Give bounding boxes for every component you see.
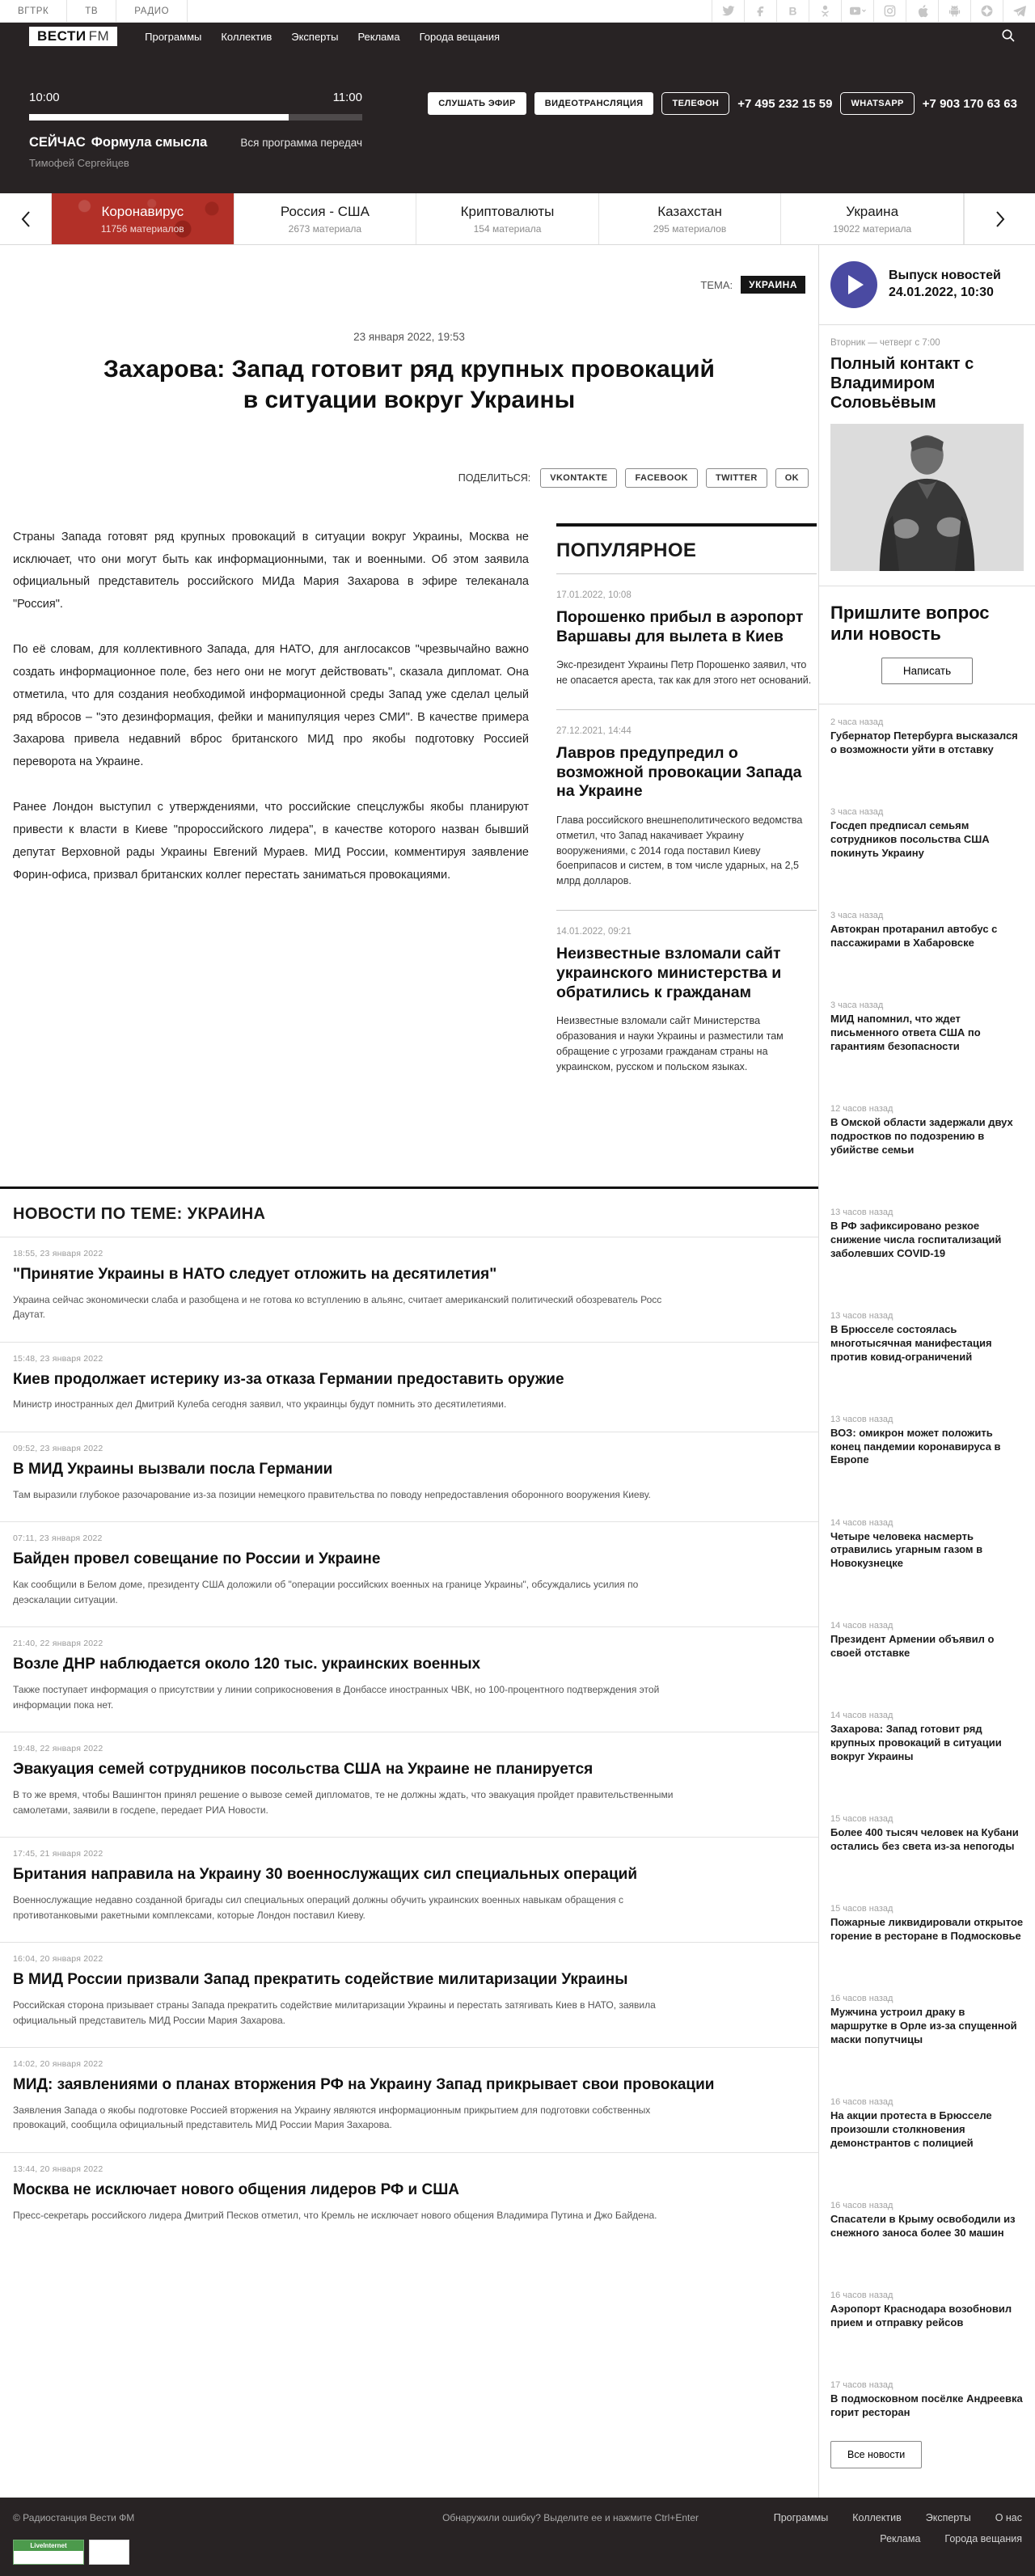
share-row (0, 468, 818, 488)
all-news-wrap (819, 2431, 1035, 2498)
article-title: Захарова: Запад готовит ряд крупных провокаций в ситуации вокруг Украины (104, 356, 715, 414)
news-list (0, 1237, 818, 2243)
news-item-time: 07:11, 23 января 2022 (13, 1533, 103, 1544)
share-label: ПОДЕЛИТЬСЯ: (458, 472, 531, 484)
topic-tab[interactable] (416, 193, 599, 244)
ticker-item-time: 3 часа назад (830, 1000, 884, 1011)
news-item (0, 1626, 818, 1732)
program-title[interactable]: Полный контакт с Владимиром Соловьёвым (830, 355, 974, 412)
ticker-item-title[interactable]: Четыре человека насмерть отравились угарным газом в Новокузнецке (830, 1529, 983, 1570)
play-icon (848, 275, 864, 294)
ticker-item-title[interactable]: МИД напомнил, что ждет письменного ответа США по гарантиям безопасности (830, 1013, 981, 1052)
news-item-desc: Там выразили глубокое разочарование из-за позиции немецкого правительства по поводу непредоставления оборонного вооружения Киеву. (13, 1488, 651, 1500)
social-bar (712, 0, 1035, 22)
ticker-item-time: 16 часов назад (830, 2097, 893, 2108)
video-stream-button[interactable]: ВИДЕОТРАНСЛЯЦИЯ (534, 92, 654, 115)
footer-right (442, 2512, 1022, 2544)
share-button[interactable]: OK (775, 468, 809, 488)
chevron-right-icon (995, 210, 1006, 228)
popular-item-date: 14.01.2022, 09:21 (556, 926, 632, 937)
topic-count: 2673 материала (288, 222, 362, 235)
ticker-item (830, 1104, 1024, 1157)
phone-button[interactable]: ТЕЛЕФОН (661, 92, 729, 115)
popular-item-desc: Неизвестные взломали сайт Министерства образования и науки Украины и разместили там обращение с угрозами гражданам страны на украинском, русском и польском языках. (556, 1015, 784, 1072)
ticker-item (830, 1311, 1024, 1364)
liveinternet-label: LiveInternet (14, 2540, 83, 2551)
footer-link[interactable]: Города вещания (944, 2533, 1022, 2544)
social-link-apple[interactable] (906, 0, 938, 22)
ticker-item-time: 15 часов назад (830, 1814, 893, 1825)
popular-section (556, 523, 817, 1096)
article-date: 23 января 2022, 19:53 (353, 331, 465, 343)
news-item (0, 1521, 818, 1626)
liveinternet-counter[interactable] (13, 2540, 84, 2565)
topic-tab[interactable] (599, 193, 782, 244)
news-item (0, 1432, 818, 1521)
news-item-time: 09:52, 23 января 2022 (13, 1444, 104, 1454)
issue-title: Выпуск новостей (889, 269, 1001, 283)
ask-block (819, 586, 1035, 704)
news-item-desc: Пресс-секретарь российского лидера Дмитрий Песков отметил, что Кремль не исключает нового общения Владимира Путина и Джо Байдена. (13, 2209, 657, 2221)
error-report-hint: Обнаружили ошибку? Выделите ее и нажмите Ctrl+Enter (442, 2512, 699, 2523)
article-body (0, 523, 556, 910)
news-item-desc: Военнослужащие недавно созданной бригады сил специальных операций должны обучить украинских военных навыкам обращения с противотанковыми ракетными комплексами, которые Лондон поставил Киеву. (13, 1893, 623, 1921)
search-icon (1001, 28, 1016, 43)
nav-items (135, 31, 509, 43)
topics-carousel (0, 193, 1035, 245)
news-issue-block[interactable] (819, 245, 1035, 325)
nav-item[interactable]: Реклама (357, 30, 400, 43)
ticker-item-title[interactable]: В Омской области задержали двух подростков по подозрению в убийстве семьи (830, 1115, 1013, 1156)
ticker-item (830, 807, 1024, 861)
play-button[interactable] (830, 261, 877, 308)
apple-icon (916, 4, 929, 19)
ticker-item (830, 1814, 1024, 1854)
ticker-item-title[interactable]: Захарова: Запад готовит ряд крупных провокаций в ситуации вокруг Украины (830, 1723, 1002, 1763)
topic-count: 154 материала (473, 222, 542, 235)
social-link-facebook[interactable] (744, 0, 776, 22)
article-paragraph: Ранее Лондон выступил с утверждениями, что российские спецслужбы якобы планируют привести к власти в Киеве "пророссийского лидера", в качестве которого назван бывший депутат Верховной рады Украины Евгений Мураев. МИД России, комментируя заявление Форин-офиса, призвал британских коллег перестать заниматься провокациями. (13, 801, 529, 882)
logo[interactable] (29, 27, 117, 46)
right-rail (818, 245, 1035, 2498)
share-buttons (540, 468, 809, 488)
topic-count: 295 материалов (653, 222, 727, 235)
footer-link[interactable]: Реклама (880, 2533, 921, 2544)
ticker-item-title[interactable]: В Брюсселе состоялась многотысячная манифестация против ковид-ограничений (830, 1322, 992, 1363)
ticker-item-time: 15 часов назад (830, 1904, 893, 1914)
popular-item-title[interactable]: Порошенко прибыл в аэропорт Варшавы для вылета в Киев (556, 607, 804, 645)
social-link-vkontakte[interactable] (776, 0, 809, 22)
social-link-instagram[interactable] (873, 0, 906, 22)
ticker-item-time: 16 часов назад (830, 2201, 893, 2211)
news-item (0, 1942, 818, 2047)
broadcast-times (29, 91, 362, 104)
news-item-time: 15:48, 23 января 2022 (13, 1353, 104, 1364)
now-playing (29, 91, 362, 169)
ticker-item-time: 12 часов назад (830, 1103, 893, 1114)
topbar-link[interactable]: ВГТРК (0, 0, 67, 22)
news-item-title[interactable]: Москва не исключает нового общения лидеров РФ и США (13, 2181, 460, 2199)
topic-title: Украина (846, 203, 899, 219)
social-link-twitter[interactable] (712, 0, 744, 22)
news-item-title[interactable]: "Принятие Украины в НАТО следует отложить на десятилетия" (13, 1265, 497, 1283)
topbar-link[interactable]: РАДИО (116, 0, 188, 22)
ticker-item (830, 717, 1024, 757)
youtube-icon (849, 4, 867, 18)
news-item-desc: Заявления Запада о якобы подготовке Россией вторжения на Украину являются информационным прикрытием для подготовки собственных провокаций, сообщила официальный представитель МИД России Мария Захарова. (13, 2104, 651, 2131)
topbar-link[interactable]: ТВ (67, 0, 116, 22)
topic-count: 19022 материала (833, 222, 912, 235)
ticker-item-title[interactable]: Аэропорт Краснодара возобновил прием и отправку рейсов (830, 2303, 1012, 2329)
issue-datetime: 24.01.2022, 10:30 (889, 286, 994, 299)
news-item-title[interactable]: Эвакуация семей сотрудников посольства США на Украине не планируется (13, 1761, 594, 1779)
topic-title: Россия - США (280, 203, 370, 219)
ticker-item (830, 911, 1024, 950)
news-item-time: 14:02, 20 января 2022 (13, 2059, 104, 2070)
news-item (0, 2152, 818, 2242)
ticker-item (830, 1415, 1024, 1468)
news-item-desc: Украина сейчас экономически слаба и разобщена и не готова ко вступлению в альянс, считает американский политический обозреватель Росс Даутат. (13, 1293, 662, 1321)
ticker-item (830, 1711, 1024, 1764)
now-label: СЕЙЧАС (29, 135, 86, 150)
ticker-item-title[interactable]: Госдеп предписал семьям сотрудников посольства США покинуть Украину (830, 819, 990, 859)
news-item-time: 16:04, 20 января 2022 (13, 1954, 104, 1965)
share-button[interactable]: FACEBOOK (625, 468, 698, 488)
player-controls (428, 91, 1017, 115)
popular-item (556, 911, 817, 1095)
news-item-title[interactable]: Киев продолжает истерику из-за отказа Германии предоставить оружие (13, 1370, 564, 1388)
vgtrk-links (0, 0, 188, 22)
ticker-item-title[interactable]: Спасатели в Крыму освободили из снежного заноса более 30 машин (830, 2213, 1016, 2239)
news-item-desc: Российская сторона призывает страны Запада прекратить содействие милитаризации Украины и перестать затягивать Киев в НАТО, заявила официальный представитель МИД России Мария Захарова. (13, 1999, 656, 2026)
ticker-item-time: 14 часов назад (830, 1621, 893, 1631)
news-item-time: 13:44, 20 января 2022 (13, 2164, 104, 2175)
news-item-desc: Также поступает информация о присутствии у линии соприкосновения в Донбассе иностранных ЧВК, но 100-процентного подтверждения этой информации пока нет. (13, 1684, 660, 1711)
footer-link[interactable]: Эксперты (925, 2512, 971, 2523)
main-nav (0, 23, 1035, 50)
theme-badge[interactable]: УКРАИНА (741, 276, 805, 294)
ticker-item-title[interactable]: Пожарные ликвидировали открытое горение в ресторане в Подмосковье (830, 1916, 1024, 1943)
popular-list (556, 574, 817, 1096)
logo-vesti: ВЕСТИ (37, 28, 87, 44)
ticker-item-time: 13 часов назад (830, 1310, 893, 1321)
ticker-item (830, 2290, 1024, 2330)
social-link-odnoklassniki[interactable] (809, 0, 841, 22)
news-item (0, 1237, 818, 1342)
ticker-item-title[interactable]: ВОЗ: омикрон может положить конец пандемии коронавируса в Европе (830, 1426, 1001, 1466)
footer (0, 2498, 1035, 2576)
host-photo-image (830, 424, 1024, 571)
ticker-item (830, 1994, 1024, 2047)
program-schedule: Вторник — четверг с 7:00 (830, 338, 940, 348)
copyright: © Радиостанция Вести ФМ (13, 2512, 135, 2523)
ticker-item-title[interactable]: Президент Армении объявил о своей отставке (830, 1633, 995, 1660)
topics-prev-button[interactable] (0, 193, 52, 244)
news-item-desc: Как сообщили в Белом доме, президенту США доложили об "операции российских военных на границе Украины", обсуждались усилия по деэскалации ситуации. (13, 1579, 639, 1605)
news-item-time: 17:45, 21 января 2022 (13, 1849, 104, 1859)
popular-item-desc: Глава российского внешнеполитического ведомства отметил, что Запад накачивает Украину вооружениями, с 2014 года поставил Киеву боеприпасов и систем, в том числе ударных, на 2,5 млрд долларов. (556, 814, 803, 887)
ok-icon (818, 4, 832, 18)
ticker-item (830, 2380, 1024, 2420)
ask-title: Пришлите вопрос или новость (830, 603, 990, 645)
nav-item[interactable]: Эксперты (291, 30, 339, 43)
ticker-item-time: 13 часов назад (830, 1414, 893, 1424)
ticker-item-title[interactable]: В подмосковном посёлке Андреевка горит ресторан (830, 2392, 1023, 2418)
ticker-item-title[interactable]: На акции протеста в Брюсселе произошли столкновения демонстрантов с полицией (830, 2109, 992, 2149)
popular-item-date: 27.12.2021, 14:44 (556, 725, 632, 736)
chevron-left-icon (20, 210, 32, 228)
news-item-title[interactable]: Британия направила на Украину 30 военнослужащих сил специальных операций (13, 1866, 638, 1884)
popular-item-title[interactable]: Лавров предупредил о возможной провокации Запада на Украине (556, 743, 802, 801)
logo-fm: FM (88, 28, 110, 44)
ticker-item-time: 3 часа назад (830, 911, 884, 921)
article-columns (0, 523, 818, 1186)
counters (13, 2540, 134, 2565)
listen-live-button[interactable]: СЛУШАТЬ ЭФИР (428, 92, 526, 115)
search-button[interactable] (996, 25, 1020, 49)
footer-link[interactable]: О нас (995, 2512, 1022, 2523)
start-time: 10:00 (29, 91, 60, 104)
ticker-item (830, 1518, 1024, 1571)
topics-next-button[interactable] (964, 193, 1035, 244)
ticker-item-time: 14 часов назад (830, 1517, 893, 1528)
twitter-icon (721, 4, 735, 18)
ticker-item-time: 3 часа назад (830, 807, 884, 818)
ticker-item (830, 2097, 1024, 2151)
ticker-item-time: 16 часов назад (830, 1994, 893, 2004)
ticker-item-title[interactable]: Автокран протаранил автобус с пассажирами в Хабаровске (830, 923, 998, 949)
topic-tab[interactable] (781, 193, 964, 244)
news-item-time: 18:55, 23 января 2022 (13, 1248, 104, 1258)
topic-tabs (52, 193, 964, 244)
article-paragraph: По её словам, для коллективного Запада, для НАТО, для англосаксов "чрезвычайно важно создать информационное поле, без него они не могут действовать", сказала дипломат. Она отметила, что для создания необходимой информационной среды Запад уже сделал целый ряд вбросов – "это дезинформация, фейки и манипуляция через СМИ". В качестве примера Захарова привела недавний вброс британского МИД про якобы подготовку Россией переворота на Украине. (13, 643, 529, 769)
nav-item[interactable]: Программы (145, 30, 202, 43)
all-news-button[interactable]: Все новости (830, 2441, 922, 2468)
social-link-telegram[interactable] (1003, 0, 1035, 22)
topic-title: Казахстан (657, 203, 722, 219)
social-link-youtube[interactable] (841, 0, 873, 22)
ticker-item (830, 1208, 1024, 1261)
ticker-item-title[interactable]: Мужчина устроил драку в маршрутке в Орле из-за спущенной маски попутчицы (830, 2006, 1017, 2046)
all-programs-link[interactable]: Вся программа передач (240, 137, 362, 149)
content (0, 245, 1035, 2498)
topic-tab[interactable] (234, 193, 417, 244)
footer-links (755, 2512, 1022, 2544)
ticker-item (830, 1904, 1024, 1944)
facebook-icon (754, 4, 767, 18)
news-item (0, 2047, 818, 2152)
nav-item[interactable]: Города вещания (419, 30, 500, 43)
footer-link[interactable]: Коллектив (852, 2512, 902, 2523)
zen-icon (980, 4, 994, 18)
news-ticker (819, 704, 1035, 2431)
utility-bar (0, 0, 1035, 23)
liveinternet-stats (14, 2551, 83, 2564)
news-by-topic-section (0, 1186, 818, 2243)
secondary-counter (89, 2540, 129, 2565)
topic-title: Криптовалюты (460, 203, 555, 219)
share-button[interactable]: TWITTER (706, 468, 767, 488)
popular-item (556, 574, 817, 710)
popular-item-desc: Экс-президент Украины Петр Порошенко заявил, что не опасается ареста, так как для этого нет оснований. (556, 659, 812, 687)
main-column (0, 245, 818, 2498)
ticker-item-title[interactable]: Губернатор Петербурга высказался о возможности уйти в отставку (830, 730, 1018, 756)
ticker-item-time: 16 часов назад (830, 2290, 893, 2301)
ticker-item-time: 17 часов назад (830, 2380, 893, 2391)
broadcast-progressbar (29, 114, 362, 121)
vk-icon (786, 4, 800, 18)
news-item (0, 1732, 818, 1837)
ticker-item (830, 1000, 1024, 1054)
news-by-topic-title: НОВОСТИ ПО ТЕМЕ: УКРАИНА (13, 1204, 266, 1223)
instagram-icon (883, 4, 897, 18)
whatsapp-number: +7 903 170 63 63 (922, 96, 1017, 111)
end-time: 11:00 (332, 91, 362, 104)
social-link-yandex-zen[interactable] (970, 0, 1003, 22)
android-icon (948, 4, 961, 18)
ticker-item (830, 1621, 1024, 1660)
theme-label: ТЕМА: (700, 278, 733, 291)
topic-tab[interactable] (52, 193, 234, 244)
social-link-android[interactable] (938, 0, 970, 22)
ticker-item-time: 14 часов назад (830, 1711, 893, 1721)
news-item (0, 1342, 818, 1432)
news-item-title[interactable]: В МИД России призвали Запад прекратить содействие милитаризации Украины (13, 1971, 628, 1989)
svg-text:В: В (788, 4, 797, 18)
article-paragraph: Страны Запада готовят ряд крупных провокаций в ситуации вокруг Украины, Москва не исключает, что они могут быть как информационными, так и военными. Об этом заявила официальный представитель российского МИДа Мария Захарова в эфире телеканала "Россия". (13, 530, 529, 611)
topic-title: Коронавирус (101, 203, 184, 219)
news-item (0, 1837, 818, 1942)
now-program-title: Формула смысла (91, 135, 208, 150)
whatsapp-button[interactable]: WHATSAPP (840, 92, 914, 115)
studio-phone-number: +7 495 232 15 59 (737, 96, 833, 111)
share-button[interactable]: VKONTAKTE (540, 468, 617, 488)
ticker-item (830, 2201, 1024, 2240)
topic-count: 11756 материалов (100, 222, 184, 235)
footer-link[interactable]: Программы (773, 2512, 829, 2523)
popular-item-date: 17.01.2022, 10:08 (556, 590, 632, 600)
ticker-item-title[interactable]: Более 400 тысяч человек на Кубани остались без света из-за непогоды (830, 1826, 1019, 1853)
footer-left (13, 2512, 134, 2565)
write-message-button[interactable]: Написать (881, 658, 973, 684)
ticker-item-title[interactable]: В РФ зафиксировано резкое снижение числа госпитализаций заболевших COVID-19 (830, 1219, 1002, 1259)
telegram-icon (1012, 4, 1027, 18)
news-item-title[interactable]: Возле ДНР наблюдается около 120 тыс. украинских военных (13, 1656, 481, 1673)
popular-item (556, 710, 817, 911)
news-item-title[interactable]: В МИД Украины вызвали посла Германии (13, 1461, 333, 1478)
news-item-title[interactable]: МИД: заявлениями о планах вторжения РФ на Украину Запад прикрывает свои провокации (13, 2076, 715, 2094)
news-item-desc: Министр иностранных дел Дмитрий Кулеба сегодня заявил, что украинцы будут помнить это десятилетиями. (13, 1398, 507, 1411)
news-item-time: 21:40, 22 января 2022 (13, 1639, 104, 1649)
ticker-item-time: 13 часов назад (830, 1207, 893, 1217)
now-host: Тимофей Сергейцев (29, 157, 129, 169)
news-item-time: 19:48, 22 января 2022 (13, 1744, 104, 1754)
program-promo-block (819, 325, 1035, 586)
popular-title: ПОПУЛЯРНОЕ (556, 527, 817, 574)
popular-item-title[interactable]: Неизвестные взломали сайт украинского министерства и обратились к гражданам (556, 944, 782, 1001)
news-item-desc: В то же время, чтобы Вашингтон принял решение о вывозе семей дипломатов, те не должны ждать, что эвакуация пройдет правительственными самолетами, заявили в госдепе, передает РИА Новости. (13, 1789, 674, 1816)
progress-fill (29, 114, 289, 121)
theme-row (0, 245, 818, 294)
news-item-title[interactable]: Байден провел совещание по России и Украине (13, 1550, 381, 1568)
player-strip (0, 50, 1035, 193)
ticker-item-time: 2 часа назад (830, 717, 884, 728)
nav-item[interactable]: Коллектив (221, 30, 272, 43)
program-host-photo (830, 424, 1024, 571)
